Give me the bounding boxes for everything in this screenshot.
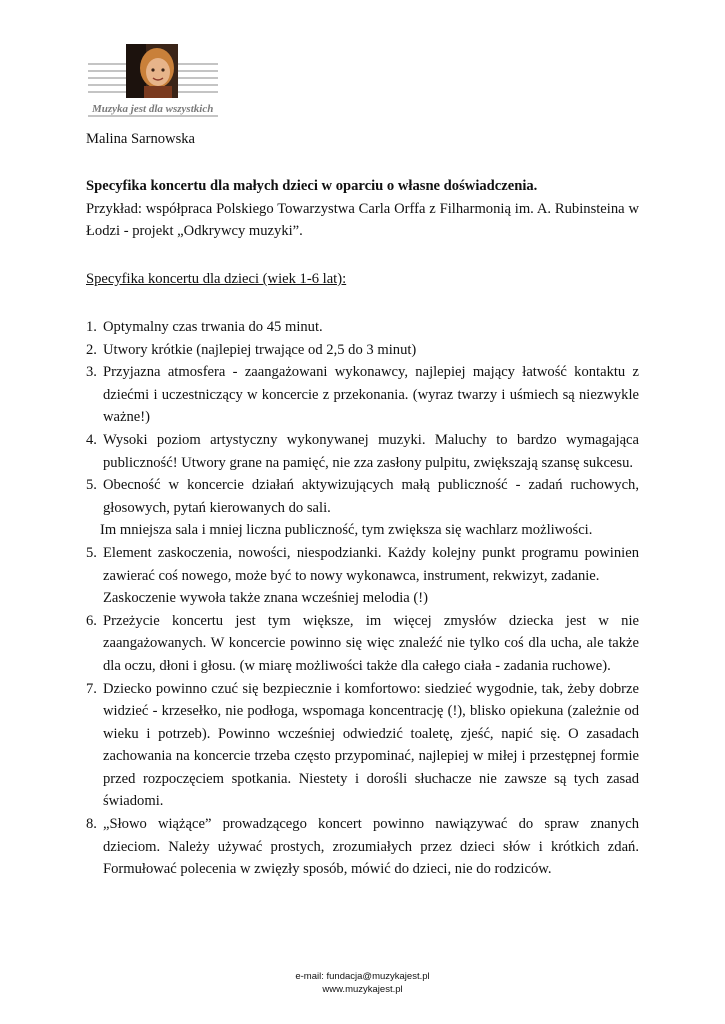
section-heading: Specyfika koncertu dla dzieci (wiek 1-6 lat):: [86, 271, 347, 287]
footer: [0, 970, 725, 996]
requirements-list: [86, 316, 639, 881]
list-note: Im mniejsza sala i mniej liczna publiczność, tym zwiększa się wachlarz możliwości.: [100, 522, 593, 539]
list-item: 8. „Słowo wiążące” prowadzącego koncert powinno nawiązywać do spraw znanych dzieciom. Należy używać prostych, zrozumiałych przez dzieci słów i krótkich zdań. Formułować polecenia w zwięzły sposób, mówić do dzieci, nie do rodziców.: [86, 816, 639, 878]
document-title: Specyfika koncertu dla małych dzieci w oparciu o własne doświadczenia.: [86, 178, 538, 194]
list-item: 3. Przyjazna atmosfera - zaangażowani wykonawcy, najlepiej mający łatwość kontaktu z dziećmi i uczestniczący w koncercie z przekonania. (wyraz twarzy i uśmiech są niezwykle ważne!): [86, 364, 639, 426]
list-item: 4. Wysoki poziom artystyczny wykonywanej muzyki. Maluchy to bardzo wymagająca publiczność! Utwory grane na pamięć, nie zza zasłony pulpitu, zwiększają szansę sukcesu.: [86, 431, 639, 471]
list-item: 2. Utwory krótkie (najlepiej trwające od 2,5 do 3 minut): [86, 341, 417, 358]
author-name: Malina Sarnowska: [86, 131, 196, 147]
logo-tagline: Muzyka jest dla wszystkich: [92, 103, 214, 115]
list-item: 1. Optymalny czas trwania do 45 minut.: [86, 319, 323, 335]
example-paragraph: Przykład: współpraca Polskiego Towarzystwa Carla Orffa z Filharmonią im. A. Rubinsteina w Łodzi - projekt „Odkrywcy muzyki”.: [86, 200, 639, 240]
list-item: 5. Obecność w koncercie działań aktywizujących małą publiczność - zadań ruchowych, głosowych, pytań kierowanych do sali.: [86, 477, 639, 516]
footer-email: e-mail: fundacja@muzykajest.pl: [295, 971, 430, 982]
list-item: 6. Przeżycie koncertu jest tym większe, im więcej zmysłów dziecka jest w nie zaangażowanych. W koncercie powinno się więc znaleźć nie tylko coś dla ucha, ale także dla oczu, dłoni i głosu. (w miarę możliwości także dla całego ciała - zadania ruchowe).: [86, 612, 639, 674]
footer-website[interactable]: www.muzykajest.pl: [322, 984, 403, 995]
list-item: 5. Element zaskoczenia, nowości, niespodzianki. Każdy kolejny punkt programu powinien zawierać coś nowego, może być to nowy wykonawca, instrument, rekwizyt, zadanie.: [86, 544, 639, 584]
child-face-logo-icon: [86, 42, 226, 120]
logo: [86, 42, 226, 120]
list-note: Zaskoczenie wywoła także znana wcześniej melodia (!): [103, 590, 428, 607]
list-item: 7. Dziecko powinno czuć się bezpiecznie i komfortowo: siedzieć wygodnie, tak, żeby dobrze widzieć - krzesełko, nie podłoga, wspomaga koncentrację (!), blisko opiekuna (zależnie od wieku i potrzeb). Powinno wcześniej odwiedzić toaletę, zjeść, napić się. O zasadach zachowania na koncercie trzeba często przypominać, najlepiej w miłej i przestępnej formie przed rozpoczęciem spotkania. Niestety i dorośli słuchacze nie zawsze są tych zasad świadomi.: [86, 680, 639, 810]
